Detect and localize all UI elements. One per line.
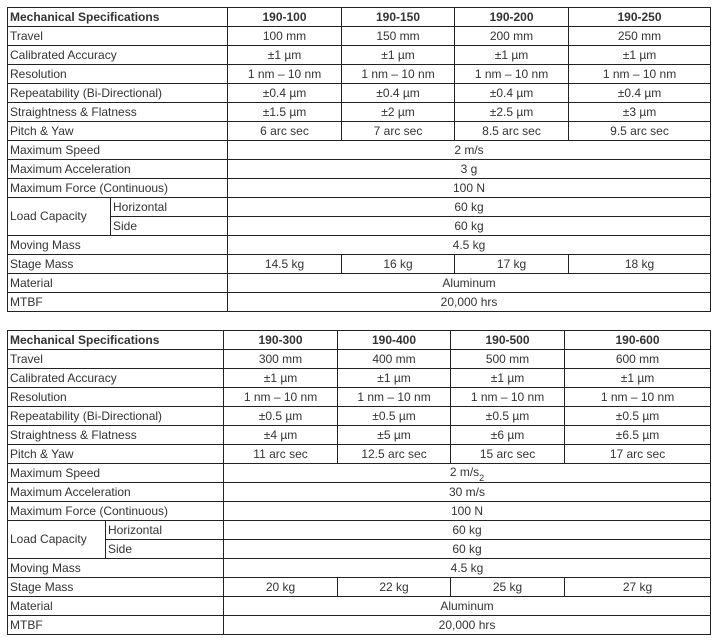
straightness-row	[8, 103, 711, 122]
row-label: Travel	[8, 350, 224, 369]
cell-value: 60 kg	[228, 198, 711, 217]
mtbf-row	[8, 616, 711, 635]
row-label: Load Capacity	[8, 521, 106, 559]
repeatability-row	[8, 407, 711, 426]
pitch-yaw-row	[8, 445, 711, 464]
sub-label: Side	[106, 540, 224, 559]
superscript-mark: 2	[479, 473, 485, 483]
cell-value: 1 nm – 10 nm	[569, 65, 711, 84]
cell-value: 4.5 kg	[224, 559, 711, 578]
cell-value: 100 N	[228, 179, 711, 198]
cell-value: 1 nm – 10 nm	[451, 388, 565, 407]
accuracy-row	[8, 46, 711, 65]
load-capacity-side-row	[8, 540, 711, 559]
cell-value: ±0.4 µm	[455, 84, 569, 103]
cell-value: 15 arc sec	[451, 445, 565, 464]
load-capacity-horizontal-row	[8, 521, 711, 540]
cell-value: 60 kg	[224, 521, 711, 540]
cell-value: ±1 µm	[342, 46, 455, 65]
sub-label: Side	[111, 217, 228, 236]
cell-value: ±0.4 µm	[569, 84, 711, 103]
model-header: 190-200	[455, 8, 569, 27]
row-label: MTBF	[8, 616, 224, 635]
spec-table-190-300-to-600	[7, 330, 711, 635]
row-label: Repeatability (Bi-Directional)	[8, 84, 228, 103]
load-capacity-horizontal-row	[8, 198, 711, 217]
row-label: Pitch & Yaw	[8, 122, 228, 141]
cell-value: 30 m/s	[224, 483, 711, 502]
cell-value: ±1 µm	[228, 46, 342, 65]
cell-value: 12.5 arc sec	[338, 445, 451, 464]
travel-row	[8, 27, 711, 46]
cell-value: ±0.5 µm	[565, 407, 711, 426]
cell-value: 16 kg	[342, 255, 455, 274]
cell-value: ±0.4 µm	[228, 84, 342, 103]
row-label: Pitch & Yaw	[8, 445, 224, 464]
cell-value: 200 mm	[455, 27, 569, 46]
cell-value: 6 arc sec	[228, 122, 342, 141]
max-force-row	[8, 502, 711, 521]
row-label: Maximum Acceleration	[8, 160, 228, 179]
cell-value: Aluminum	[228, 274, 711, 293]
pitch-yaw-row	[8, 122, 711, 141]
resolution-row	[8, 65, 711, 84]
row-label: Maximum Force (Continuous)	[8, 502, 224, 521]
cell-value: 250 mm	[569, 27, 711, 46]
cell-value: 2 m/s	[228, 141, 711, 160]
accuracy-row	[8, 369, 711, 388]
mtbf-row	[8, 293, 711, 312]
cell-value: 100 mm	[228, 27, 342, 46]
cell-value: 27 kg	[565, 578, 711, 597]
cell-value: ±0.5 µm	[451, 407, 565, 426]
cell-value: 20,000 hrs	[224, 616, 711, 635]
cell-value: 22 kg	[338, 578, 451, 597]
cell-value: 500 mm	[451, 350, 565, 369]
travel-row	[8, 350, 711, 369]
row-label: Load Capacity	[8, 198, 111, 236]
cell-value: 14.5 kg	[228, 255, 342, 274]
row-label: Resolution	[8, 388, 224, 407]
cell-value: 60 kg	[224, 540, 711, 559]
cell-value: 300 mm	[224, 350, 338, 369]
max-speed-value: 2 m/s	[449, 465, 480, 479]
moving-mass-row	[8, 236, 711, 255]
cell-value: ±1 µm	[455, 46, 569, 65]
cell-value: ±2.5 µm	[455, 103, 569, 122]
cell-value: 3 g	[228, 160, 711, 179]
cell-value	[224, 464, 711, 483]
row-label: Moving Mass	[8, 236, 228, 255]
cell-value: ±4 µm	[224, 426, 338, 445]
cell-value: 1 nm – 10 nm	[338, 388, 451, 407]
row-label: Resolution	[8, 65, 228, 84]
cell-value: 20 kg	[224, 578, 338, 597]
max-acceleration-row	[8, 483, 711, 502]
straightness-row	[8, 426, 711, 445]
cell-value: 8.5 arc sec	[455, 122, 569, 141]
model-header: 190-400	[338, 331, 451, 350]
row-label: Moving Mass	[8, 559, 224, 578]
header-row	[8, 8, 711, 27]
header-label: Mechanical Specifications	[8, 331, 224, 350]
row-label: Straightness & Flatness	[8, 426, 224, 445]
cell-value: 17 arc sec	[565, 445, 711, 464]
cell-value: 25 kg	[451, 578, 565, 597]
max-speed-row	[8, 141, 711, 160]
cell-value: ±0.5 µm	[338, 407, 451, 426]
cell-value: 1 nm – 10 nm	[565, 388, 711, 407]
spec-table-190-100-to-250	[7, 7, 711, 312]
cell-value: 100 N	[224, 502, 711, 521]
model-header: 190-500	[451, 331, 565, 350]
sub-label: Horizontal	[111, 198, 228, 217]
cell-value: 60 kg	[228, 217, 711, 236]
cell-value: 1 nm – 10 nm	[224, 388, 338, 407]
model-header: 190-150	[342, 8, 455, 27]
row-label: Straightness & Flatness	[8, 103, 228, 122]
row-label: Material	[8, 597, 224, 616]
resolution-row	[8, 388, 711, 407]
row-label: Stage Mass	[8, 578, 224, 597]
cell-value: ±0.4 µm	[342, 84, 455, 103]
cell-value: ±1 µm	[451, 369, 565, 388]
cell-value: ±3 µm	[569, 103, 711, 122]
model-header: 190-100	[228, 8, 342, 27]
cell-value: 1 nm – 10 nm	[228, 65, 342, 84]
cell-value: 600 mm	[565, 350, 711, 369]
row-label: Maximum Acceleration	[8, 483, 224, 502]
row-label: Maximum Force (Continuous)	[8, 179, 228, 198]
cell-value: ±1 µm	[338, 369, 451, 388]
row-label: Travel	[8, 27, 228, 46]
moving-mass-row	[8, 559, 711, 578]
max-speed-row	[8, 464, 711, 483]
max-force-row	[8, 179, 711, 198]
cell-value: 18 kg	[569, 255, 711, 274]
cell-value: Aluminum	[224, 597, 711, 616]
repeatability-row	[8, 84, 711, 103]
cell-value: ±1 µm	[569, 46, 711, 65]
cell-value: 20,000 hrs	[228, 293, 711, 312]
cell-value: 150 mm	[342, 27, 455, 46]
cell-value: 1 nm – 10 nm	[455, 65, 569, 84]
cell-value: ±2 µm	[342, 103, 455, 122]
material-row	[8, 597, 711, 616]
material-row	[8, 274, 711, 293]
cell-value: 1 nm – 10 nm	[342, 65, 455, 84]
model-header: 190-300	[224, 331, 338, 350]
cell-value: 17 kg	[455, 255, 569, 274]
row-label: Material	[8, 274, 228, 293]
cell-value: 400 mm	[338, 350, 451, 369]
cell-value: ±6.5 µm	[565, 426, 711, 445]
cell-value: ±6 µm	[451, 426, 565, 445]
row-label: Maximum Speed	[8, 141, 228, 160]
stage-mass-row	[8, 578, 711, 597]
row-label: Repeatability (Bi-Directional)	[8, 407, 224, 426]
cell-value: ±1 µm	[224, 369, 338, 388]
cell-value: ±1.5 µm	[228, 103, 342, 122]
row-label: Calibrated Accuracy	[8, 369, 224, 388]
row-label: Calibrated Accuracy	[8, 46, 228, 65]
cell-value: 7 arc sec	[342, 122, 455, 141]
model-header: 190-250	[569, 8, 711, 27]
row-label: Stage Mass	[8, 255, 228, 274]
row-label: Maximum Speed	[8, 464, 224, 483]
sub-label: Horizontal	[106, 521, 224, 540]
cell-value: 4.5 kg	[228, 236, 711, 255]
cell-value: 9.5 arc sec	[569, 122, 711, 141]
max-acceleration-row	[8, 160, 711, 179]
stage-mass-row	[8, 255, 711, 274]
model-header: 190-600	[565, 331, 711, 350]
load-capacity-side-row	[8, 217, 711, 236]
cell-value: ±5 µm	[338, 426, 451, 445]
cell-value: 11 arc sec	[224, 445, 338, 464]
cell-value: ±0.5 µm	[224, 407, 338, 426]
header-label: Mechanical Specifications	[8, 8, 228, 27]
row-label: MTBF	[8, 293, 228, 312]
cell-value: ±1 µm	[565, 369, 711, 388]
header-row	[8, 331, 711, 350]
